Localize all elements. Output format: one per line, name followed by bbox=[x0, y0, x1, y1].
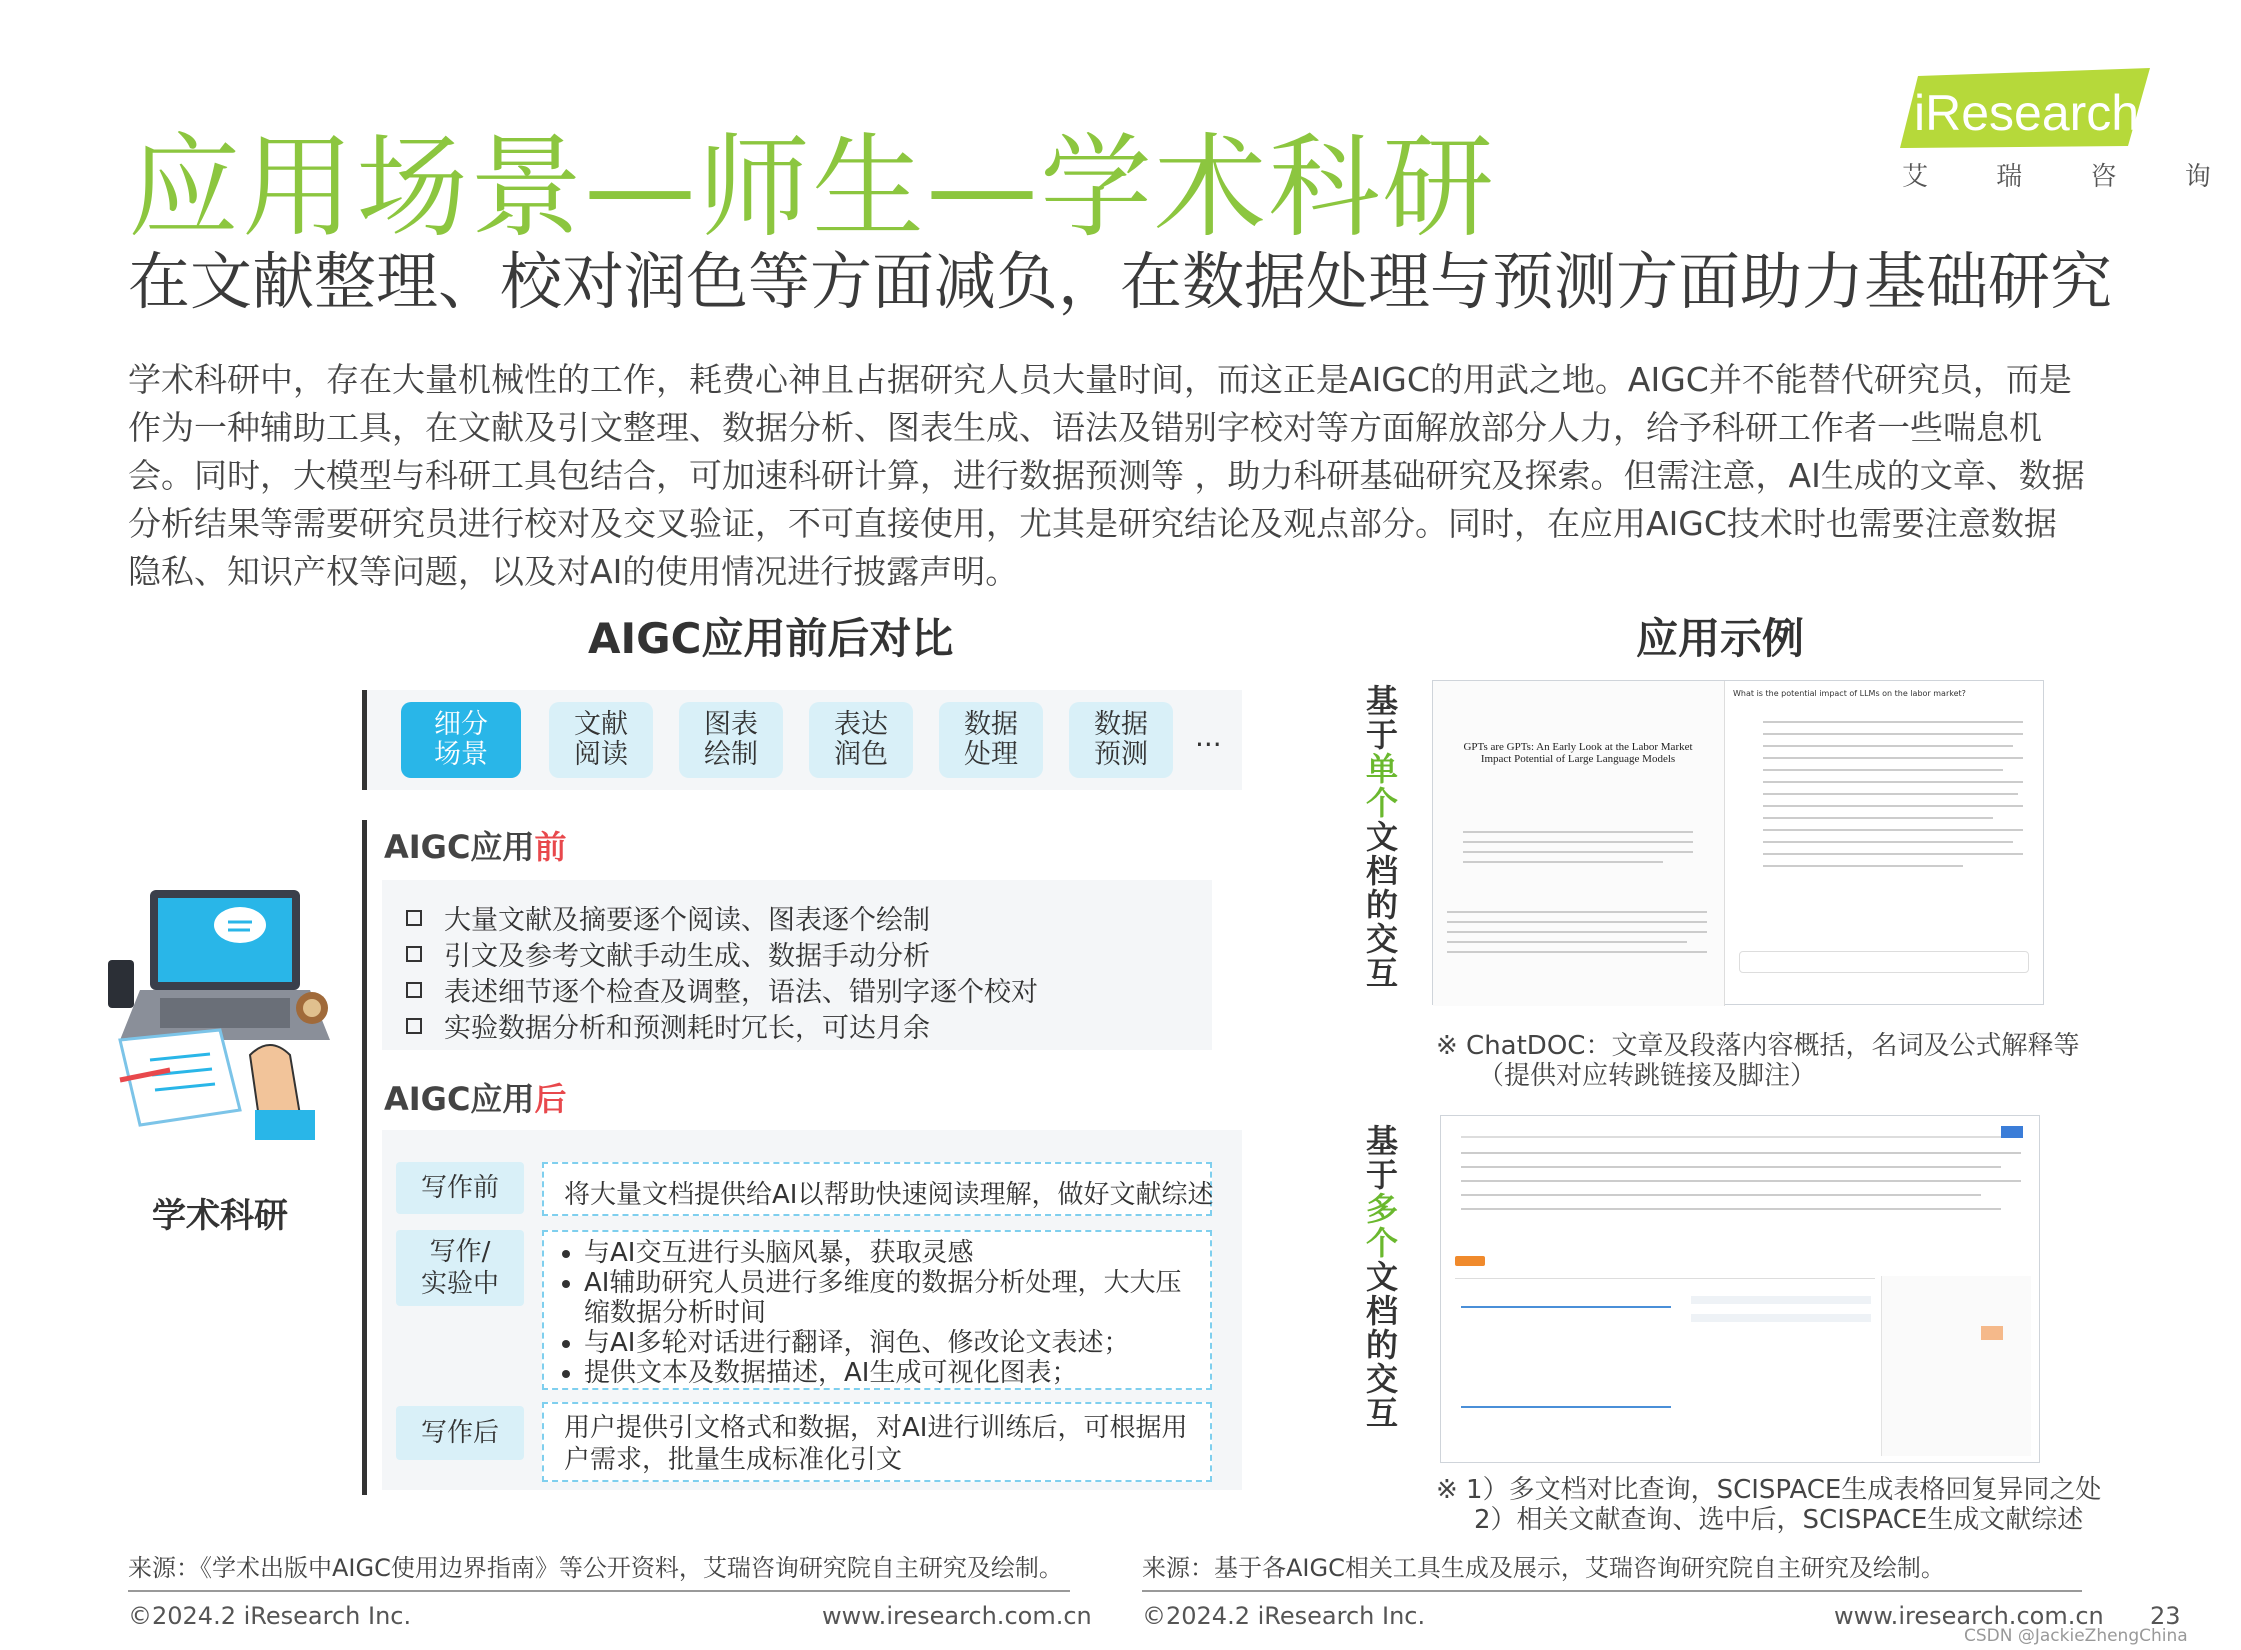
tab-label: 数据 处理 bbox=[964, 709, 1018, 770]
source-left: 来源：《学术出版中AIGC使用边界指南》等公开资料，艾瑞咨询研究院自主研究及绘制。 bbox=[128, 1554, 1063, 1582]
tab-label: 图表 绘制 bbox=[704, 709, 758, 770]
list-item: • 提供文本及数据描述，AI生成可视化图表； bbox=[584, 1358, 1196, 1388]
chatdoc-screenshot bbox=[1432, 680, 2044, 1005]
tab-literature-reading[interactable] bbox=[549, 702, 653, 778]
after-divider bbox=[362, 1075, 367, 1495]
footer-copyright-right: ©2024.2 iResearch Inc. bbox=[1142, 1602, 1426, 1630]
list-item: • AI辅助研究人员进行多维度的数据分析处理，大大压缩数据分析时间 bbox=[584, 1268, 1196, 1328]
vert-char: 档 bbox=[1365, 1292, 1398, 1330]
examples-heading: 应用示例 bbox=[1636, 614, 1805, 663]
vert-char: 于 bbox=[1365, 1156, 1398, 1194]
stage-box-during-writing bbox=[542, 1230, 1212, 1390]
vert-char: 个 bbox=[1365, 1224, 1398, 1262]
list-item: • 与AI多轮对话进行翻译，润色、修改论文表述； bbox=[584, 1328, 1196, 1358]
page-title: 应用场景—师生—学术科研 bbox=[128, 123, 1496, 253]
tab-data-processing[interactable] bbox=[939, 702, 1043, 778]
example2-note: ※ 1）多文档对比查询，SCISPACE生成表格回复异同之处 bbox=[1436, 1475, 2102, 1505]
vert-char: 档 bbox=[1365, 852, 1398, 890]
example1-vertical-label bbox=[1362, 684, 1402, 990]
footer-copyright-left: ©2024.2 iResearch Inc. bbox=[128, 1602, 412, 1630]
footer-divider-right bbox=[1142, 1590, 2082, 1592]
example1-note: ※ ChatDOC：文章及段落内容概括，名词及公式解释等 bbox=[1436, 1031, 2080, 1061]
checkbox-icon bbox=[406, 946, 422, 962]
stage-box-after-writing bbox=[542, 1402, 1212, 1482]
example1-note-sub: （提供对应转跳链接及脚注） bbox=[1478, 1061, 1817, 1091]
tab-data-prediction[interactable] bbox=[1069, 702, 1173, 778]
vert-char: 交 bbox=[1365, 920, 1398, 958]
vert-char: 的 bbox=[1365, 886, 1398, 924]
scispace-screenshot bbox=[1440, 1115, 2040, 1463]
vert-char: 个 bbox=[1365, 784, 1398, 822]
list-item bbox=[406, 1006, 930, 1045]
tabs-more: ... bbox=[1195, 720, 1222, 753]
tab-label: 文献 阅读 bbox=[574, 709, 628, 770]
stage-label-text: 写作前 bbox=[420, 1173, 499, 1203]
stage-box-before-writing bbox=[542, 1162, 1212, 1216]
footer-url-right: www.iresearch.com.cn bbox=[1834, 1602, 2104, 1630]
stage-label-before-writing bbox=[396, 1162, 524, 1214]
csdn-watermark: CSDN @JackieZhengChina bbox=[1964, 1626, 2188, 1646]
paper-title: GPTs are GPTs: An Early Look at the Labor Market Impact Potential of Large Language Models bbox=[1463, 741, 1693, 765]
tab-label: 细分 场景 bbox=[434, 709, 488, 770]
tab-label: 表达 润色 bbox=[834, 709, 888, 770]
paper-panel bbox=[1433, 681, 1725, 1006]
before-heading-prefix: AIGC应用 bbox=[384, 828, 535, 866]
list-item bbox=[406, 934, 930, 973]
after-stages bbox=[382, 1130, 1242, 1490]
footer-url-left: www.iresearch.com.cn bbox=[822, 1602, 1092, 1630]
before-heading-accent: 前 bbox=[534, 828, 567, 866]
before-heading bbox=[384, 822, 566, 868]
vert-char: 基 bbox=[1365, 682, 1398, 720]
list-item: • 与AI交互进行头脑风暴，获取灵感 bbox=[584, 1238, 1196, 1268]
vert-char: 文 bbox=[1365, 818, 1398, 856]
after-heading-accent: 后 bbox=[534, 1080, 567, 1118]
page-number: 23 bbox=[2150, 1602, 2181, 1630]
stage-label-after-writing bbox=[396, 1406, 524, 1460]
vert-char: 于 bbox=[1365, 716, 1398, 754]
tab-scenario[interactable] bbox=[401, 702, 521, 778]
vert-char: 文 bbox=[1365, 1258, 1398, 1296]
intro-paragraph: 学术科研中，存在大量机械性的工作，耗费心神且占据研究人员大量时间，而这正是AIGC的用武之地。AIGC并不能替代研究员，而是作为一种辅助工具，在文献及引文整理、数据分析、图表生成、语法及错别字校对等方面解放部分人力，给予科研工作者一些喘息机会。同时，大模型与科研工具包结合，可加速科研计算，进行数据预测等 ，助力科研基础研究及探索。但需注意，AI生成的文章、数据分析结果等需要研究员进行校对及交叉验证，不可直接使用，尤其是研究结论及观点部分。同时，在应用AIGC技术时也需要注意数据隐私、知识产权等问题，以及对AI的使用情况进行披露声明。 bbox=[128, 360, 2085, 591]
stage-label-text: 写作后 bbox=[420, 1418, 499, 1448]
vert-char: 互 bbox=[1365, 954, 1398, 992]
vert-char: 基 bbox=[1365, 1122, 1398, 1160]
after-heading bbox=[384, 1074, 566, 1120]
source-right: 来源：基于各AIGC相关工具生成及展示，艾瑞咨询研究院自主研究及绘制。 bbox=[1142, 1554, 1945, 1582]
checkbox-icon bbox=[406, 982, 422, 998]
comparison-heading: AIGC应用前后对比 bbox=[588, 614, 954, 663]
scenario-tabs bbox=[362, 690, 1242, 790]
stage-label-text: 写作/ 实验中 bbox=[420, 1237, 499, 1299]
tab-expression-polish[interactable] bbox=[809, 702, 913, 778]
list-item bbox=[406, 898, 930, 937]
vert-char: 交 bbox=[1365, 1360, 1398, 1398]
page-subtitle: 在文献整理、校对润色等方面减负，在数据处理与预测方面助力基础研究 bbox=[128, 245, 2113, 318]
example2-note-sub: 2）相关文献查询、选中后，SCISPACE生成文献综述 bbox=[1474, 1505, 2084, 1535]
list-item bbox=[406, 970, 1038, 1009]
vert-char: 互 bbox=[1365, 1394, 1398, 1432]
footer-divider-left bbox=[128, 1590, 1070, 1592]
list-item-text: 大量文献及摘要逐个阅读、图表逐个绘制 bbox=[444, 905, 930, 936]
stage-text: 用户提供引文格式和数据，对AI进行训练后，可根据用户需求，批量生成标准化引文 bbox=[564, 1413, 1188, 1475]
example2-vertical-label bbox=[1362, 1124, 1402, 1430]
logo-subtitle: 艾 瑞 咨 询 bbox=[1902, 162, 2241, 192]
list-item-text: 表述细节逐个检查及调整，语法、错别字逐个校对 bbox=[444, 977, 1038, 1008]
logo-text: iResearch bbox=[1914, 85, 2140, 141]
stage-text: 将大量文档提供给AI以帮助快速阅读理解，做好文献综述 bbox=[564, 1180, 1214, 1210]
chat-question: What is the potential impact of LLMs on the labor market? bbox=[1733, 689, 1966, 698]
checkbox-icon bbox=[406, 1018, 422, 1034]
chat-input[interactable] bbox=[1739, 951, 2029, 973]
laptop-illustration-icon bbox=[100, 880, 340, 1150]
logo-banner-icon bbox=[1900, 68, 2150, 148]
before-list bbox=[382, 880, 1212, 1050]
iresearch-logo bbox=[1880, 68, 2241, 193]
vert-char: 的 bbox=[1365, 1326, 1398, 1364]
checkbox-icon bbox=[406, 910, 422, 926]
category-label: 学术科研 bbox=[152, 1196, 288, 1236]
list-item-text: 实验数据分析和预测耗时冗长，可达月余 bbox=[444, 1013, 930, 1044]
tab-label: 数据 预测 bbox=[1094, 709, 1148, 770]
list-item-text: 引文及参考文献手动生成、数据手动分析 bbox=[444, 941, 930, 972]
vert-char: 多 bbox=[1365, 1190, 1398, 1228]
vert-char: 单 bbox=[1365, 750, 1398, 788]
stage-label-during-writing bbox=[396, 1230, 524, 1306]
before-divider bbox=[362, 820, 367, 1080]
tab-chart-drawing[interactable] bbox=[679, 702, 783, 778]
after-heading-prefix: AIGC应用 bbox=[384, 1080, 535, 1118]
